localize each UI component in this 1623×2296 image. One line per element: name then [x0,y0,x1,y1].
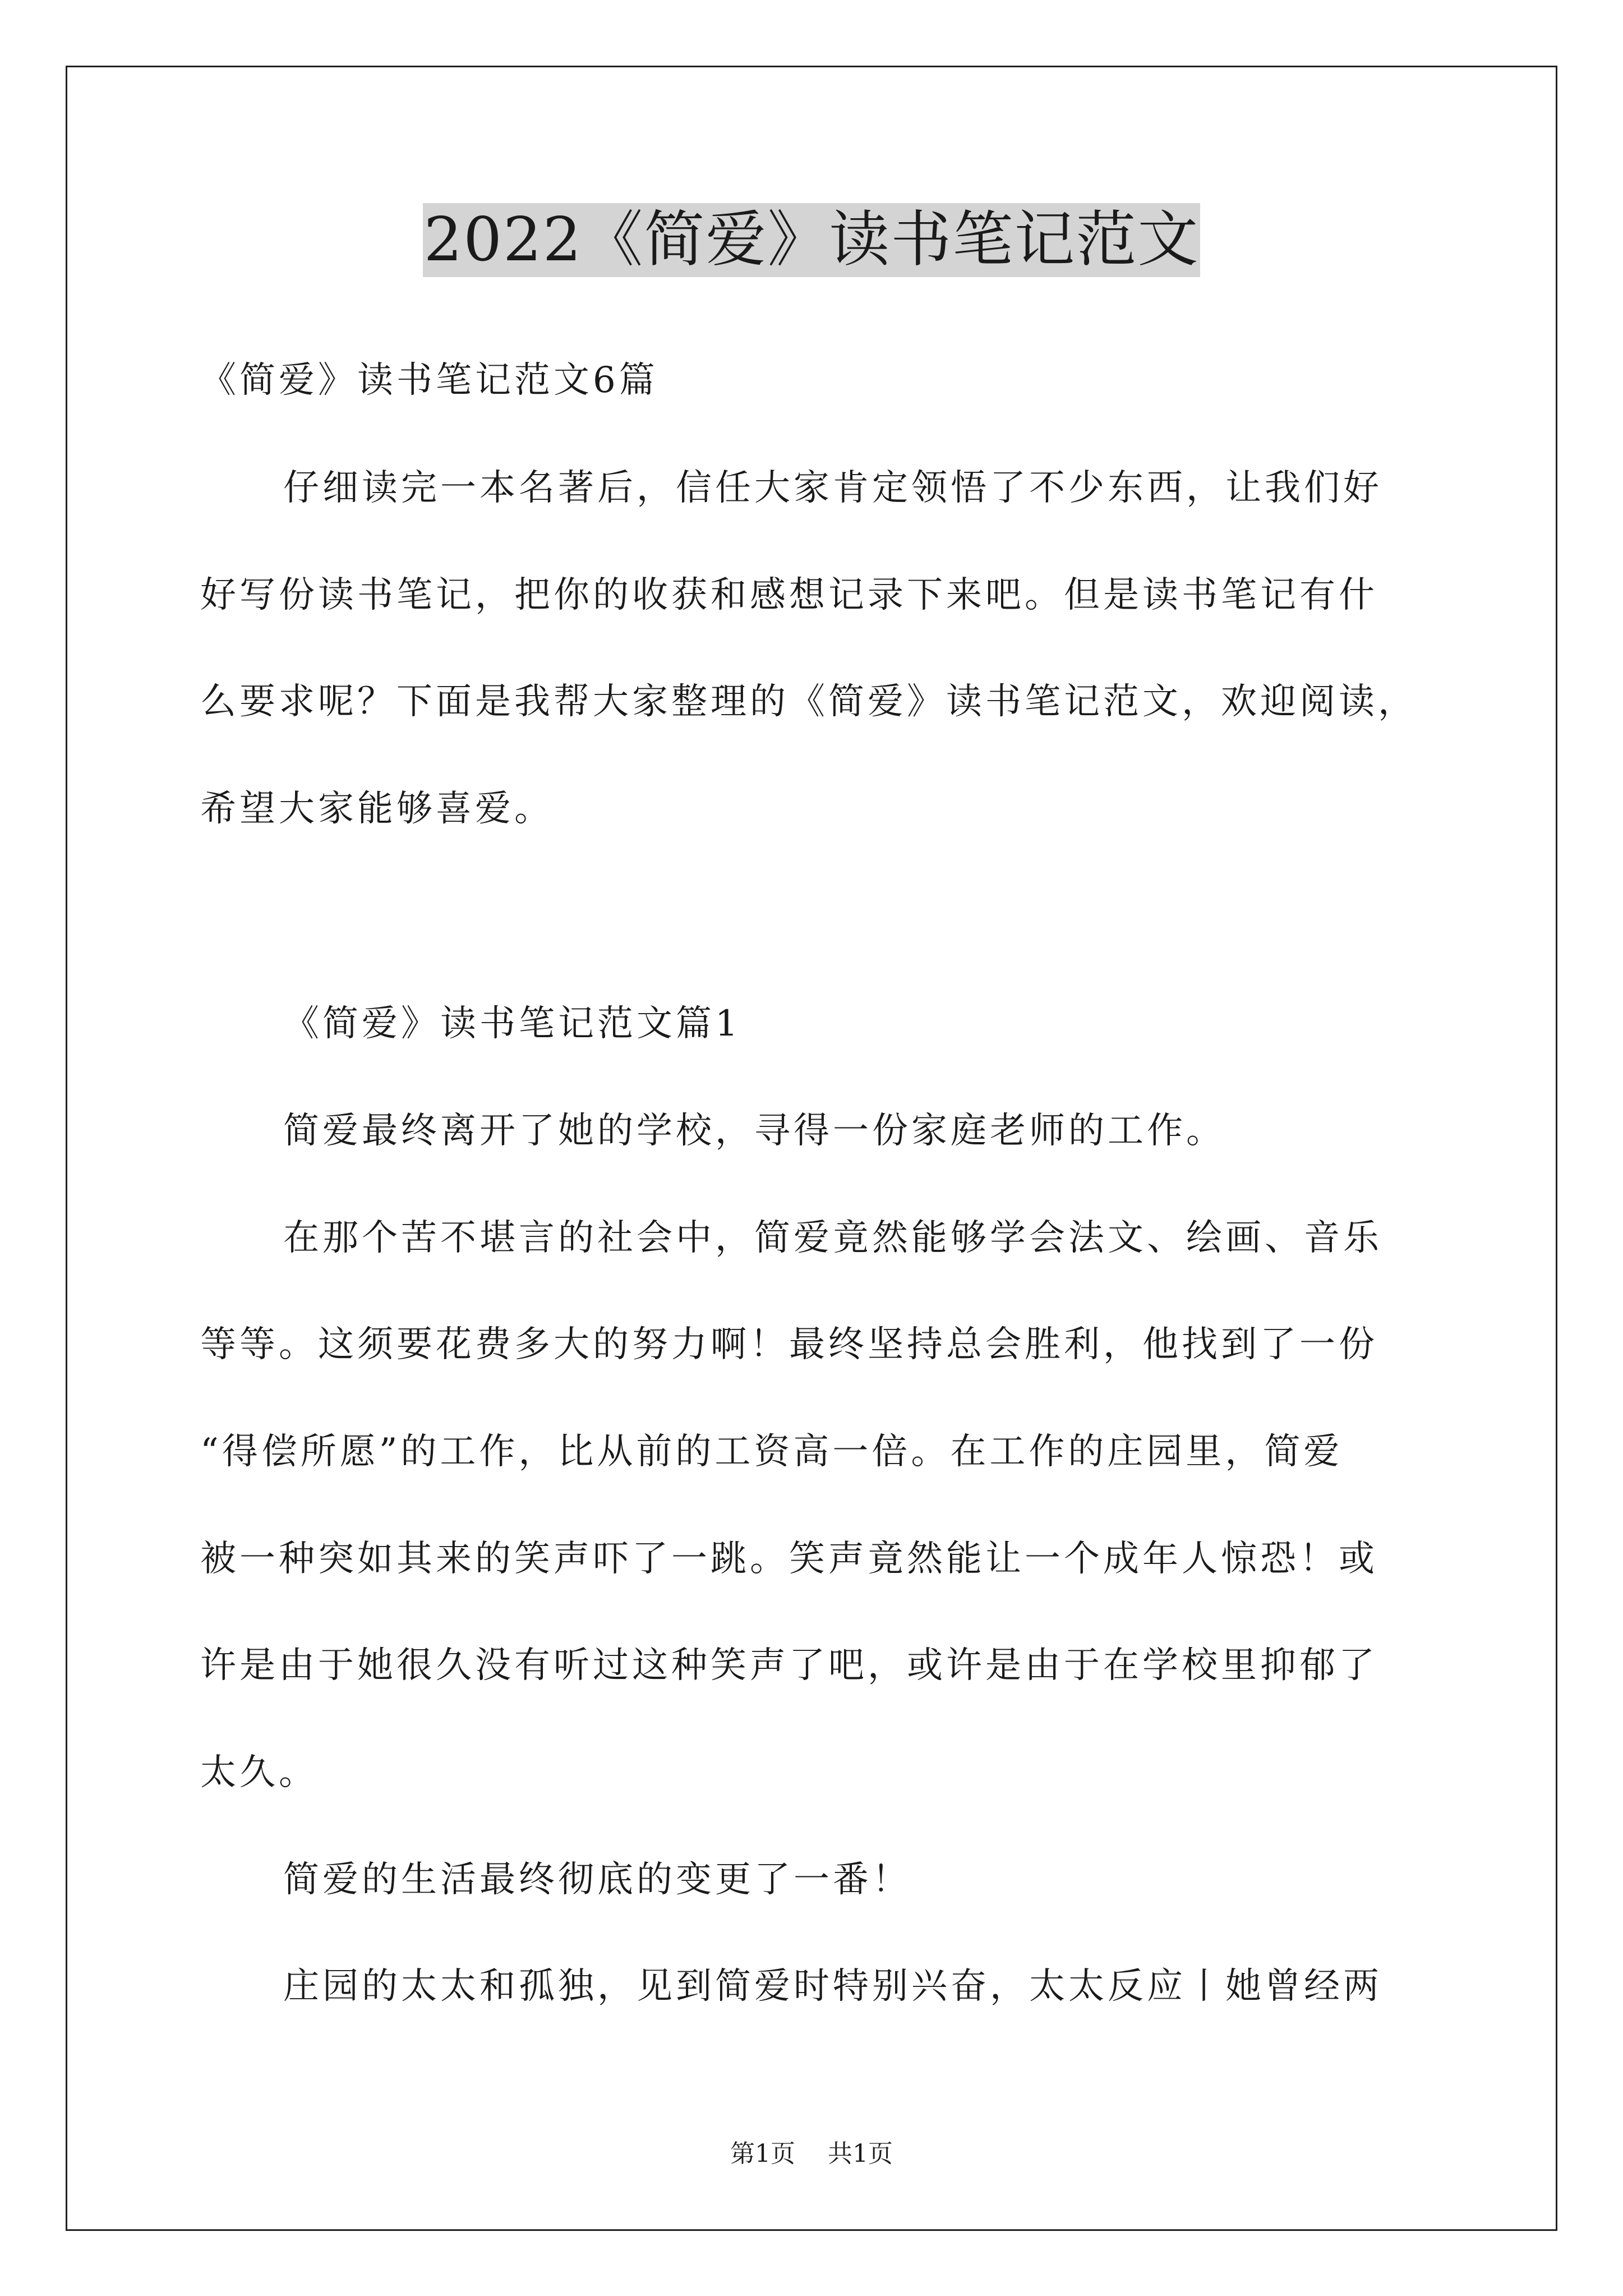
body-line-2: 在那个苦不堪言的社会中，简爱竟然能够学会法文、绘画、音乐 [283,1217,1382,1259]
intro-line-4: 希望大家能够喜爱。 [200,788,554,830]
page-footer [0,2137,1623,2171]
body-line-3: 等等。这须要花费多大的努力啊！最终坚持总会胜利，他找到了一份 [200,1324,1378,1365]
body-line-7: 太久。 [200,1752,318,1793]
page-number: 第1页 [730,2139,795,2168]
body-line-9: 庄园的太太和孤独，见到简爱时特别兴奋，太太反应丨她曾经两 [283,1966,1382,2007]
intro-line-2: 好写份读书笔记，把你的收获和感想记录下来吧。但是读书笔记有什 [200,574,1378,616]
intro-line-1: 仔细读完一本名著后，信任大家肯定领悟了不少东西，让我们好 [283,467,1382,509]
body-line-8: 简爱的生活最终彻底的变更了一番！ [283,1859,911,1901]
section-heading: 《简爱》读书笔记范文篇1 [283,1003,741,1045]
body-line-5: 被一种突如其来的笑声吓了一跳。笑声竟然能让一个成年人惊恐！或 [200,1538,1378,1580]
intro-line-3: 么要求呢？下面是我帮大家整理的《简爱》读书笔记范文，欢迎阅读， [200,681,1417,723]
body-line-1: 简爱最终离开了她的学校，寻得一份家庭老师的工作。 [283,1110,1225,1152]
subtitle-line: 《简爱》读书笔记范文6篇 [200,360,658,401]
body-line-6: 许是由于她很久没有听过这种笑声了吧，或许是由于在学校里抑郁了 [200,1645,1378,1686]
document-title: 2022《简爱》读书笔记范文 [423,203,1201,277]
page-total: 共1页 [828,2139,893,2168]
document-title-block [0,203,1623,277]
body-line-4: “得偿所愿”的工作，比从前的工资高一倍。在工作的庄园里，简爱 [200,1431,1343,1473]
